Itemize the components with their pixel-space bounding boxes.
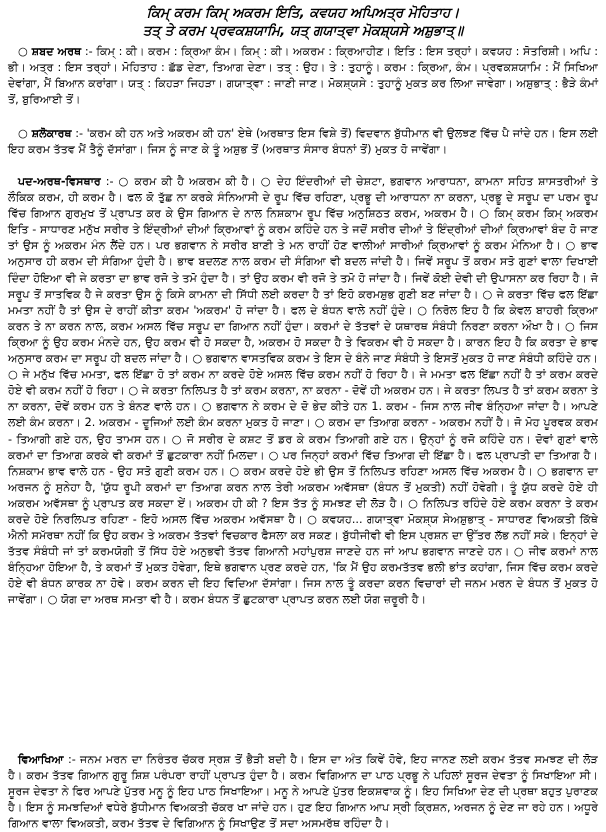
verse-line-2: ਤਤ੍ ਤੇ ਕਰਮ ਪ੍ਰਵਕਸ਼ਯਾਮਿ, ਯਤ੍ ਗਯਾਤ੍ਵਾ ਮੋਕਸ਼੍ਯਸੇ ਅਸ਼ੁਭਾਤ੍॥ xyxy=(142,23,464,39)
shlokarth-text: :- 'ਕਰਮ ਕੀ ਹਨ ਅਤੇ ਅਕਰਮ ਕੀ ਹਨ' ਏਥੇ (ਅਰਥਾਤ ਇਸ ਵਿਸ਼ੇ ਤੋਂ) ਵਿਦਵਾਨ ਬੁੱਧੀਮਾਨ ਵੀ ਉਲਝਣ ਵਿੱਚ ਪੈ ਜਾਂਦੇ ਹਨ। ਇਸ ਲਈ ਇਹ ਕਰਮ ਤੱਤਵ ਮੈਂ ਤੈਨੂੰ ਦੱਸਾਂਗਾ। ਜਿਸ ਨੂੰ ਜਾਣ ਕੇ ਤੂੰ ਅਸ਼ੁਭ ਤੋਂ (ਅਰਥਾਤ ਸੰਸਾਰ ਬੰਧਨਾਂ ਤੋਂ) ਮੁਕਤ ਹੋ ਜਾਵੇਂਗਾ। xyxy=(8,127,599,157)
shlokarth-heading: ○ ਸ਼ਲੋਕਾਰਥ xyxy=(18,127,72,140)
shlokarth-section xyxy=(8,126,598,158)
shabd-arth-text: :- ਕਿਮ੍ : ਕੀ। ਕਰਮ : ਕ੍ਰਿਆ ਕੰਮ। ਕਿਮ੍ : ਕੀ। ਅਕਰਮ : ਕ੍ਰਿਆਹੀਣ। ਇਤਿ : ਇਸ ਤਰ੍ਹਾਂ। ਕਵਯਹ : ਸੋਤਰਿਸ਼ੀ। ਅਪਿ : ਭੀ। ਅਤ੍ਰ : ਇਸ ਤਰ੍ਹਾਂ। ਮੋਹਿਤਾਹ : ਛੱਡ ਦੇਣਾ, ਤਿਆਗ ਦੇਣਾ। ਤਤ੍ : ਉਹ। ਤੇ : ਤੁਹਾਨੂੰ। ਕਰਮ : ਕ੍ਰਿਆ, ਕੰਮ। ਪ੍ਰਵਕਸ਼ਯਾਮਿ : ਮੈਂ ਸਿਖਿਆ ਦੇਵਾਂਗਾ, ਮੈਂ ਬਿਆਨ ਕਰਾਂਗਾ। ਯਤ੍ : ਕਿਹੜਾ ਜਿਹੜਾ। ਗਯਾਤ੍ਵਾ : ਜਾਣੀ ਜਾਣ। ਮੋਕਸ਼੍ਯਸੇ : ਤੁਹਾਨੂੰ ਮੁਕਤ ਕਰ ਲਿਆ ਜਾਵੇਗਾ। ਅਸ਼ੁਭਾਤ੍ : ਭੈੜੇ ਕੰਮਾਂ ਤੋਂ, ਬੁਰਿਆਈ ਤੋਂ। xyxy=(8,45,598,107)
shabd-arth-section xyxy=(8,44,598,108)
viakhia-heading: ਵਿਆਖਿਆ xyxy=(18,753,64,766)
pad-arth-heading: ਪਦ-ਅਰਥ-ਵਿਸਥਾਰ xyxy=(18,175,101,188)
pad-arth-section xyxy=(8,174,598,609)
shabd-arth-heading: ○ ਸ਼ਬਦ ਅਰਥ xyxy=(18,45,82,58)
viakhia-text: :- ਜਨਮ ਮਰਨ ਦਾ ਨਿਰੰਤਰ ਚੱਕਰ ਸ੍ਰਸ਼ ਤੋਂ ਭੈੜੀ ਬਦੀ ਹੈ। ਇਸ ਦਾ ਅੰਤ ਕਿਵੇਂ ਹੋਵੇ, ਇਹ ਜਾਨਣ ਲਈ ਕਰਮ ਤੱਤਵ ਸਮਝਣ ਦੀ ਲੋੜ ਹੈ। ਕਰਮ ਤੱਤਵ ਗਿਆਨ ਗੁਰੂ ਸ਼ਿਸ਼ ਪਰੰਪਰਾ ਰਾਹੀਂ ਪ੍ਰਾਪਤ ਹੁੰਦਾ ਹੈ। ਕਰਮ ਵਿਗਿਆਨ ਦਾ ਪਾਠ ਪ੍ਰਭੂ ਨੇ ਪਹਿਲਾਂ ਸੂਰਜ ਦੇਵਤਾ ਨੂੰ ਸਿਖਾਇਆ ਸੀ। ਸੂਰਜ ਦੇਵਤਾ ਨੇ ਫਿਰ ਆਪਣੇ ਪੁੱਤਰ ਮਨੂ ਨੂੰ ਇਹ ਪਾਠ ਸਿਖਾਇਆ। ਮਨੂ ਨੇ ਆਪਣੇ ਪੁੱਤਰ ਇਕਸ਼ਵਾਕ ਨੂੰ। ਇਹ ਸਿਖਿਆ ਦੇਣ ਦੀ ਪ੍ਰਥਾ ਬਹੁਤ ਪੁਰਾਣਕ ਹੈ। ਇਸ ਨੂੰ ਸਮਝਦਿਆਂ ਵਧੇਰੇ ਬੁੱਧੀਮਾਨ ਵਿਅਕਤੀ ਚੱਕਰ ਖਾ ਜਾਂਦੇ ਹਨ। ਹੁਣ ਇਹ ਗਿਆਨ ਆਪ ਸ੍ਰੀ ਕ੍ਰਿਸ਼ਨ, ਅਰਜਨ ਨੂੰ ਦੇਣ ਜਾ ਰਹੇ ਹਨ। ਅਧੂਰੇ ਗਿਆਨ ਵਾਲਾ ਵਿਅਕਤੀ, ਕਰਮ ਤੱਤਵ ਦੇ ਵਿਗਿਆਨ ਨੂੰ ਸਿਖਾਉਣ ਤੋਂ ਸਦਾ ਅਸਮਰੱਥ ਰਹਿੰਦਾ ਹੈ। xyxy=(8,753,598,831)
verse-line-1: ਕਿਮ੍ ਕਰਮ ਕਿਮ੍ ਅਕਰਮ ਇਤਿ, ਕਵਯਹ ਅਪਿਅਤ੍ਰ ਮੋਹਿਤਾਹ। xyxy=(146,5,460,21)
pad-arth-text: :- ○ ਕਰਮ ਕੀ ਹੈ ਅਕਰਮ ਕੀ ਹੈ। ○ ਦੇਹ ਇੰਦਰੀਆਂ ਦੀ ਚੇਸ਼ਟਾ, ਭਗਵਾਨ ਆਰਾਧਨਾ, ਕਾਮਨਾ ਸਹਿਤ ਸ਼ਾਸਤਰੀਆਂ ਤੇ ਲੌਕਿਕ ਕਰਮ, ਹੀ ਕਰਮ ਹੈ। ਫਲ ਕੋ ਤੁੱਛ ਨਾ ਕਰਕੇ ਸੰਨਿਆਸੀ ਦੇ ਰੂਪ ਵਿੱਚ ਰਹਿਣਾ, ਪ੍ਰਭੂ ਦੀ ਆਰਾਧਨਾ ਨਾ ਕਰਨਾ, ਪ੍ਰਭੂ ਦੇ ਸਰੂਪ ਦਾ ਪਰਮ ਰੂਪ ਵਿੱਚ ਗਿਆਨ ਗੁਰਮੁਖ ਤੋਂ ਪ੍ਰਾਪਤ ਕਰ ਕੇ ਉਸ ਗਿਆਨ ਦੇ ਨਾਲ ਨਿਸ਼ਕਾਮ ਰੂਪ ਵਿੱਚ ਅਨੁਸ਼ਿਠਤ ਕਰਮ, ਅਕਰਮ ਹੈ। ○ ਕਿਮ੍ ਕਰਮ ਕਿਮ੍ ਅਕਰਮ ਇਤਿ - ਸਾਧਾਰਣ ਮਨੁੱਖ ਸਰੀਰ ਤੇ ਇੰਦ੍ਰੀਆਂ ਦੀਆਂ ਕ੍ਰਿਆਵਾਂ ਨੂੰ ਕਰਮ ਕਹਿੰਦੇ ਹਨ ਤੇ ਜਦੋਂ ਸਰੀਰ ਦੀਆਂ ਤੇ ਇੰਦ੍ਰੀਆਂ ਦੀਆਂ ਕ੍ਰਿਆਵਾਂ ਬੰਦ ਹੋ ਜਾਣ ਤਾਂ ਉਸ ਨੂੰ ਅਕਰਮ ਮੰਨ ਲੈਂਦੇ ਹਨ। ਪਰ ਭਗਵਾਨ ਨੇ ਸਰੀਰ ਬਾਣੀ ਤੇ ਮਨ ਰਾਹੀਂ ਹੋਣ ਵਾਲੀਆਂ ਸਾਰੀਆਂ ਕ੍ਰਿਆਵਾਂ ਨੂੰ ਕਰਮ ਮੰਨਿਆ ਹੈ। ○ ਭਾਵ ਅਨੁਸਾਰ ਹੀ ਕਰਮ ਦੀ ਸੰਗਿਆ ਹੁੰਦੀ ਹੈ। ਭਾਵ ਬਦਲਣ ਨਾਲ ਕਰਮ ਦੀ ਸੰਗਿਆ ਵੀ ਬਦਲ ਜਾਂਦੀ ਹੈ। ਜਿਵੇਂ ਸਰੂਪ ਤੋਂ ਕਰਮ ਸਤੋ ਗੁਣਾਂ ਵਾਲਾ ਦਿਖਾਈ ਦਿੰਦਾ ਹੋਇਆ ਵੀ ਜੇ ਕਰਤਾ ਦਾ ਭਾਵ ਰਜੋ ਤੇ ਤਮੋ ਹੁੰਦਾ ਹੈ। ਤਾਂ ਉਹ ਕਰਮ ਵੀ ਰਜੋ ਤੇ ਤਮੋ ਹੋ ਜਾਂਦਾ ਹੈ। ਜਿਵੇਂ ਕੋਈ ਦੇਵੀ ਦੀ ਉਪਾਸਨਾ ਕਰ ਰਿਹਾ ਹੈ। ਜੋ ਸਰੂਪ ਤੋਂ ਸਾਤਵਿਕ ਹੈ ਜੇ ਕਰਤਾ ਉਸ ਨੂੰ ਕਿਸੇ ਕਾਮਨਾ ਦੀ ਸਿੱਧੀ ਲਈ ਕਰਦਾ ਹੈ ਤਾਂ ਇਹੋ ਕਰਮਸ਼ੁਭ ਗੁਣੀ ਬਣ ਜਾਂਦਾ ਹੈ। ○ ਜੇ ਕਰਤਾ ਵਿੱਚ ਫਲ ਇੱਛਾ ਮਮਤਾ ਨਹੀਂ ਹੈ ਤਾਂ ਉਸ ਦੇ ਰਾਹੀਂ ਕੀਤਾ ਕਰਮ 'ਅਕਰਮ' ਹੋ ਜਾਂਦਾ ਹੈ। ਫਲ ਦੇ ਬੰਧਨ ਵਾਲੇ ਨਹੀਂ ਹੁੰਦੇ। ○ ਨਿਰੋਲ ਇਹ ਹੈ ਕਿ ਕੇਵਲ ਬਾਹਰੀ ਕ੍ਰਿਆ ਕਰਨ ਤੇ ਨਾ ਕਰਨ ਨਾਲ, ਕਰਮ ਅਸਲ ਵਿੱਚ ਸਰੂਪ ਦਾ ਗਿਆਨ ਨਹੀਂ ਹੁੰਦਾ। ਕਰਮਾਂ ਦੇ ਤੱਤਵਾਂ ਦੇ ਯਥਾਰਥ ਸੰਬੰਧੀ ਨਿਰਣਾ ਕਰਨਾ ਔਖਾ ਹੈ। ○ ਜਿਸ ਕ੍ਰਿਆ ਨੂੰ ਉਹ ਕਰਮ ਮੰਨਦੇ ਹਨ, ਉਹ ਕਰਮ ਵੀ ਹੋ ਸਕਦਾ ਹੈ, ਅਕਰਮ ਹੋ ਸਕਦਾ ਹੈ ਤੇ ਵਿਕਰਮ ਵੀ ਹੋ ਸਕਦਾ ਹੈ। ਕਾਰਨ ਇਹ ਹੈ ਕਿ ਕਰਤਾ ਦੇ ਭਾਵ ਅਨੁਸਾਰ ਕਰਮ ਦਾ ਸਰੂਪ ਹੀ ਬਦਲ ਜਾਂਦਾ ਹੈ। ○ ਭਗਵਾਨ ਵਾਸਤਵਿਕ ਕਰਮ ਤੇ ਇਸ ਦੇ ਬੰਨੇ ਜਾਣ ਸੰਬੰਧੀ ਤੇ ਇਸਤੋਂ ਮੁਕਤ ਹੋ ਜਾਣ ਸੰਬੰਧੀ ਕਹਿੰਦੇ ਹਨ। ○ ਜੇ ਮਨੁੱਖ ਵਿੱਚ ਮਮਤਾ, ਫਲ ਇੱਛਾ ਹੋ ਤਾਂ ਕਰਮ ਨਾ ਕਰਦੇ ਹੋਏ ਅਸਲ ਵਿੱਚ ਕਰਮ ਨਹੀਂ ਹੋ ਰਿਹਾ ਹੈ। ਜੇ ਮਮਤਾ ਫਲ ਇੱਛਾ ਨਹੀਂ ਹੈ ਤਾਂ ਕਰਮ ਕਰਦੇ ਹੋਏ ਵੀ ਕਰਮ ਨਹੀਂ ਹੋ ਰਿਹਾ। ○ ਜੇ ਕਰਤਾ ਨਿਲਿਪਤ ਹੈ ਤਾਂ ਕਰਮ ਕਰਨਾ, ਨਾ ਕਰਨਾ - ਦੋਵੇਂ ਹੀ ਅਕਰਮ ਹਨ। ਜੇ ਕਰਤਾ ਲਿਪਤ ਹੈ ਤਾਂ ਕਰਮ ਕਰਨਾ ਤੇ ਨਾ ਕਰਨਾ, ਦੋਵੇਂ ਕਰਮ ਹਨ ਤੇ ਬੰਨਣ ਵਾਲੇ ਹਨ। ○ ਭਗਵਾਨ ਨੇ ਕਰਮ ਦੇ ਦੋ ਭੇਦ ਕੀਤੇ ਹਨ 1. ਕਰਮ - ਜਿਸ ਨਾਲ ਜੀਵ ਬੰਨ੍ਹਿਆ ਜਾਂਦਾ ਹੈ। ਆਪਣੇ ਲਈ ਕੰਮ ਕਰਨਾ। 2. ਅਕਰਮ - ਦੂਜਿਆਂ ਲਈ ਕੰਮ ਕਰਨਾ ਮੁਕਤ ਹੋ ਜਾਣਾ। ○ ਕਰਮ ਦਾ ਤਿਆਗ ਕਰਨਾ - ਅਕਰਮ ਨਹੀਂ ਹੈ। ਜੋ ਮੋਹ ਪੂਰਵਕ ਕਰਮ - ਤਿਆਗੀ ਗਏ ਹਨ, ਉਹ ਤਾਮਸ ਹਨ। ○ ਜੋ ਸਰੀਰ ਦੇ ਕਸ਼ਟ ਤੋਂ ਡਰ ਕੇ ਕਰਮ ਤਿਆਗੀ ਗਏ ਹਨ। ਉਨ੍ਹਾਂ ਨੂੰ ਰਜੋ ਕਹਿੰਦੇ ਹਨ। ਦੋਵਾਂ ਗੁਣਾਂ ਵਾਲੇ ਕਰਮਾਂ ਦਾ ਤਿਆਗ ਕਰਕੇ ਵੀ ਕਰਮਾਂ ਤੋਂ ਛੁਟਕਾਰਾ ਨਹੀਂ ਮਿਲਦਾ। ○ ਪਰ ਜਿਨ੍ਹਾਂ ਕਰਮਾਂ ਵਿੱਚ ਤਿਆਗ ਦੀ ਇੱਛਾ ਹੈ। ਫਲ ਪ੍ਰਾਪਤੀ ਦਾ ਤਿਆਗ ਹੈ। ਨਿਸ਼ਕਾਮ ਭਾਵ ਵਾਲੇ ਹਨ - ਉਹ ਸਤੋ ਗੁਣੀ ਕਰਮ ਹਨ। ○ ਕਰਮ ਕਰਦੇ ਹੋਏ ਭੀ ਉਸ ਤੋਂ ਨਿਲਿਪਤ ਰਹਿਣਾ ਅਸਲ ਵਿੱਚ ਅਕਰਮ ਹੈ। ○ ਭਗਵਾਨ ਦਾ ਅਰਜਨ ਨੂੰ ਸੁਨੇਹਾ ਹੈ, 'ਯੁੱਧ ਰੂਪੀ ਕਰਮਾਂ ਦਾ ਤਿਆਗ ਕਰਨ ਨਾਲ ਤੇਰੀ ਅਕਰਮ ਅਵੱਸਥਾ (ਬੰਧਨ ਤੋਂ ਮੁਕਤੀ) ਨਹੀਂ ਹੋਵੇਗੀ। ਤੂੰ ਯੁੱਧ ਕਰਦੇ ਹੋਏ ਹੀ ਅਕਰਮ ਅਵੱਸਥਾ ਨੂੰ ਪ੍ਰਾਪਤ ਕਰ ਸਕਦਾ ਏਂ। ਅਕਰਮ ਹੀ ਕੀ ? ਇਸ ਤੱਤ ਨੂੰ ਸਮਝਣ ਦੀ ਲੋੜ ਹੈ। ○ ਨਿਲਿਪਤ ਰਹਿੰਦੇ ਹੋਏ ਕਰਮ ਕਰਨਾ ਤੇ ਕਰਮ ਕਰਦੇ ਹੋਏ ਨਿਰਲਿਪਤ ਰਹਿਣਾ - ਇਹੋ ਅਸਲ ਵਿੱਚ ਅਕਰਮ ਅਵੱਸਥਾ ਹੈ। ○ ਕਵਯਹ... ਗਯਾਤ੍ਵਾ ਮੋਕਸ਼੍ਯ ਸੇਅਸ਼ੁਭਾਤ੍ - ਸਾਧਾਰਣ ਵਿਅਕਤੀ ਕਿੱਥੇ ਐਨੀ ਸਮੱਰਥਾ ਨਹੀਂ ਕਿ ਉਹ ਕਰਮ ਤੇ ਅਕਰਮ ਤੱਤਵਾਂ ਵਿਚਕਾਰ ਫੈਸਲਾ ਕਰ ਸਕਣ। ਬੁੱਧੀਜੀਵੀ ਵੀ ਇਸ ਪ੍ਰਸ਼ਨ ਦਾ ਉੱਤਰ ਲੱਭ ਨਹੀਂ ਸਕੇ। ਇਨ੍ਹਾਂ ਦੇ ਤੱਤਵ ਸੰਬੰਧੀ ਜਾਂ ਤਾਂ ਕਰਮਯੋਗੀ ਤੋਂ ਸਿੱਧ ਹੋਏ ਅਨੁਭਵੀ ਤੱਤਵ ਗਿਆਨੀ ਮਹਾਂਪੁਰਸ਼ ਜਾਣਦੇ ਹਨ ਜਾਂ ਆਪ ਭਗਵਾਨ ਜਾਣਦੇ ਹਨ। ○ ਜੀਵ ਕਰਮਾਂ ਨਾਲ ਬੰਨ੍ਹਿਆ ਹੋਇਆ ਹੈ, ਤੇ ਕਰਮਾਂ ਤੋਂ ਮੁਕਤ ਹੋਵੇਗਾ, ਇਥੇ ਭਗਵਾਨ ਪ੍ਰਣ ਕਰਦੇ ਹਨ, 'ਕਿ ਮੈਂ ਉਹ ਕਰਮਤੱਤਵ ਭਲੀ ਭਾਂਤ ਕਹਾਂਗਾ, ਜਿਸ ਵਿੱਚ ਕਰਮ ਕਰਦੇ ਹੋਏ ਵੀ ਬੰਧਨ ਕਾਰਕ ਨਾ ਹੋਵੇ। ਕਰਮ ਕਰਨ ਦੀ ਇਹ ਵਿਦਿਆ ਦੱਸਾਂਗਾ। ਜਿਸ ਨਾਲ ਤੂੰ ਕਰਦਾ ਕਰਨ ਵਿਚਾਰਾਂ ਦੀ ਜਨਮ ਮਰਨ ਦੇ ਬੰਧਨ ਤੋਂ ਮੁਕਤ ਹੋ ਜਾਵੇਂਗਾ। ○ ਯੋਗ ਦਾ ਅਰਥ ਸਮਤਾ ਵੀ ਹੈ। ਕਰਮ ਬੰਧਨ ਤੋਂ ਛੁਟਕਾਰਾ ਪ੍ਰਾਪਤ ਕਰਨ ਲਈ ਯੋਗ ਜ਼ਰੂਰੀ ਹੈ। xyxy=(8,175,598,607)
viakhia-section xyxy=(8,752,598,832)
